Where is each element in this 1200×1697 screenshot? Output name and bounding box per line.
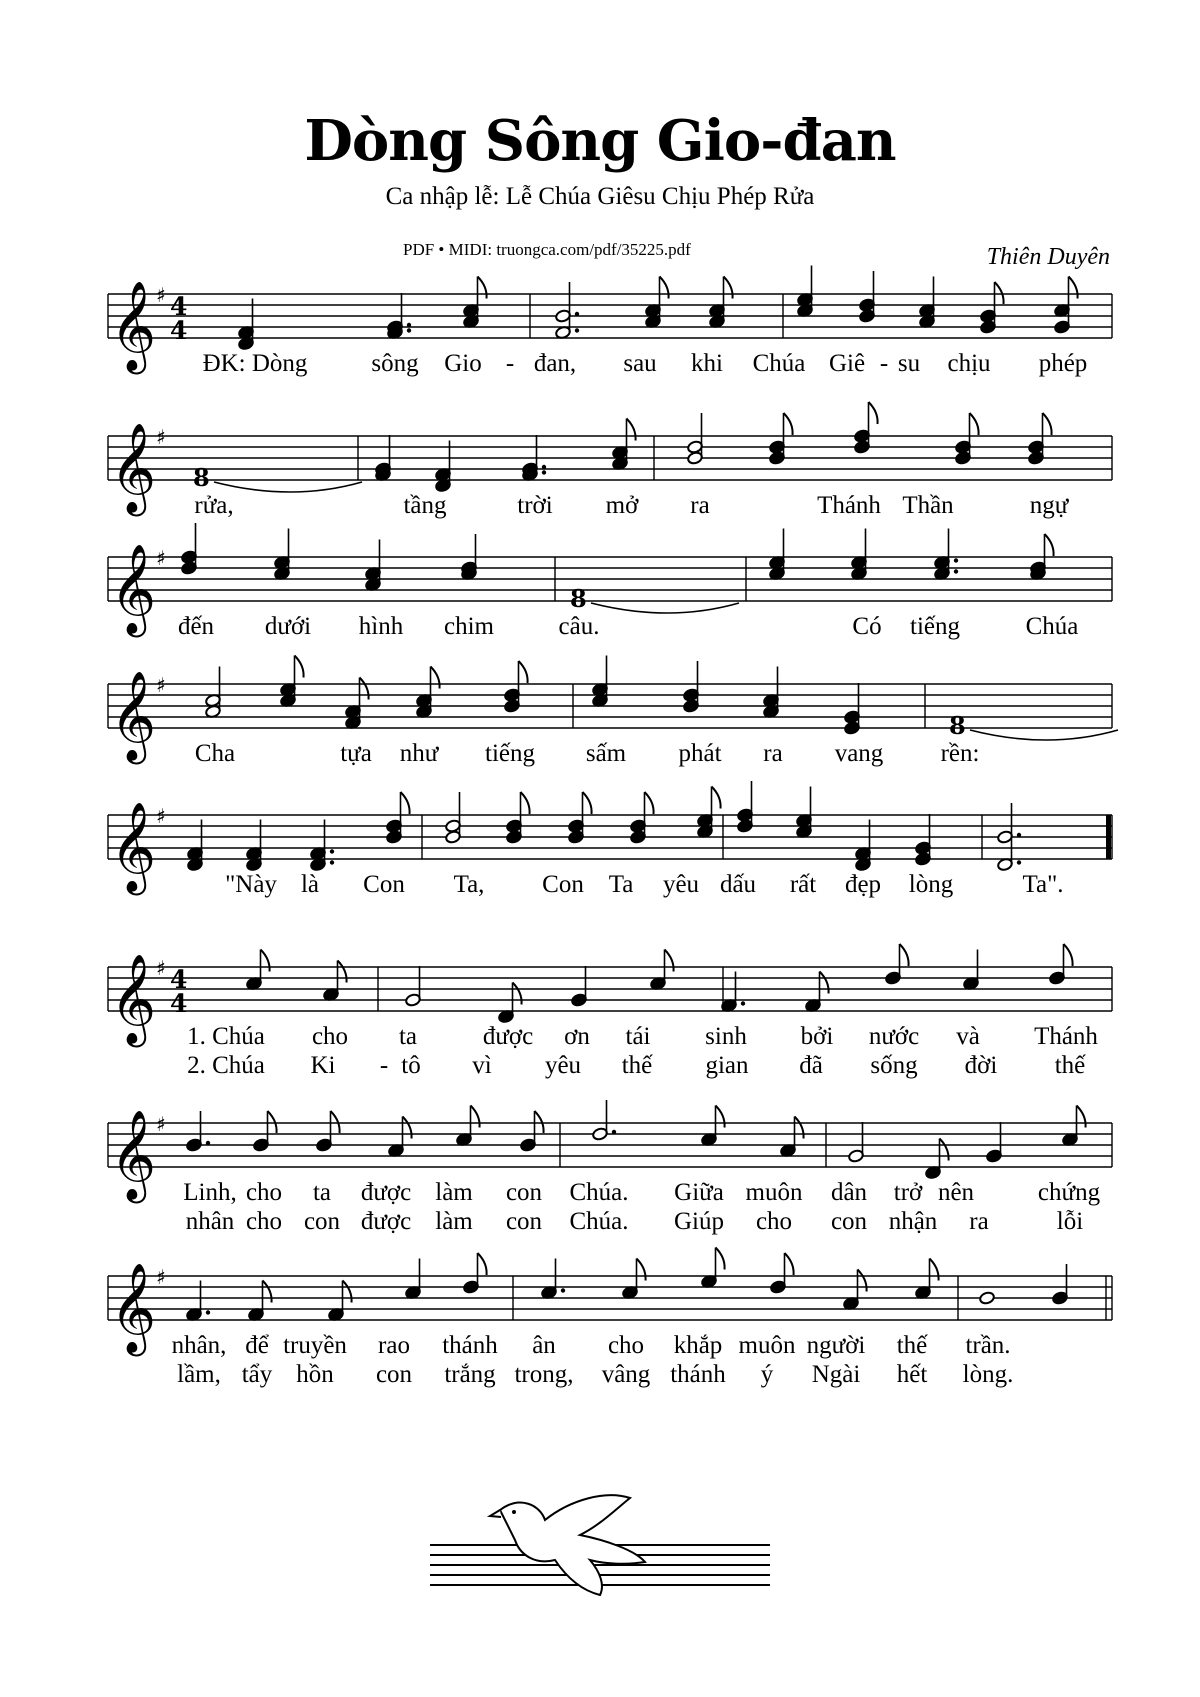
note xyxy=(934,529,958,581)
lyric-syllable: thế xyxy=(621,1052,653,1079)
time-signature-bottom: 4 xyxy=(170,989,188,1018)
note xyxy=(687,413,704,465)
song-title: Dòng Sông Gio-đan xyxy=(304,108,896,174)
lyric-syllable: truyền xyxy=(283,1332,347,1359)
note xyxy=(345,678,369,730)
lyric-syllable: vâng xyxy=(601,1361,651,1388)
lyric-syllable: khi xyxy=(691,350,723,377)
lyric-syllable: tô xyxy=(401,1052,421,1079)
lyric-syllable: nên xyxy=(937,1179,975,1206)
lyric-syllable: đến xyxy=(177,613,215,640)
lyric-line xyxy=(0,1052,1200,1084)
note xyxy=(316,1111,340,1152)
note xyxy=(568,792,592,844)
lyric-syllable: Ta, xyxy=(453,871,485,898)
note xyxy=(701,1106,725,1147)
lyric-syllable: chim xyxy=(444,613,494,640)
lyric-syllable: Ki xyxy=(310,1052,336,1079)
note xyxy=(980,282,1004,334)
lyric-syllable: ý xyxy=(760,1361,774,1388)
lyric-syllable: cho xyxy=(755,1208,793,1235)
note xyxy=(555,282,579,340)
lyric-syllable: làm xyxy=(435,1179,473,1206)
lyric-syllable: rất xyxy=(789,871,817,898)
note xyxy=(463,1253,487,1294)
lyric-syllable: lòng. xyxy=(962,1361,1014,1388)
note xyxy=(769,529,786,581)
time-signature-bottom: 4 xyxy=(170,316,188,345)
note xyxy=(280,656,304,708)
svg-text:8: 8 xyxy=(949,711,966,740)
lyric-syllable: rền: xyxy=(940,740,980,767)
lyric-syllable: sinh xyxy=(705,1023,747,1050)
lyric-syllable: con xyxy=(375,1361,413,1388)
note xyxy=(520,1111,544,1152)
lyric-syllable: dân xyxy=(830,1179,868,1206)
note xyxy=(612,419,636,471)
lyric-syllable: cho xyxy=(311,1023,349,1050)
treble-clef-icon: 𝄞 xyxy=(110,954,157,1044)
note xyxy=(193,463,362,492)
lyric-syllable: ân xyxy=(532,1332,556,1359)
lyric-syllable: su xyxy=(897,350,921,377)
lyric-syllable: đời xyxy=(964,1052,998,1079)
treble-clef-icon: 𝄞 xyxy=(110,1110,157,1200)
lyric-syllable: Chúa. xyxy=(569,1208,629,1235)
note xyxy=(253,1111,277,1152)
note xyxy=(571,966,588,1007)
lyric-syllable: tầng xyxy=(403,492,447,519)
note xyxy=(181,523,198,575)
lyric-syllable: được xyxy=(360,1179,412,1206)
lyric-syllable: được xyxy=(360,1208,412,1235)
treble-clef-icon: 𝄞 xyxy=(110,671,157,761)
note xyxy=(701,1248,725,1289)
sharp-icon: ♯ xyxy=(156,283,166,307)
sharp-icon: ♯ xyxy=(156,546,166,570)
note xyxy=(1028,413,1052,465)
note xyxy=(915,1259,939,1300)
note xyxy=(463,277,487,329)
final-barline xyxy=(1106,815,1111,859)
treble-clef-icon: 𝄞 xyxy=(110,1263,157,1353)
lyric-syllable: ra xyxy=(690,492,710,519)
note xyxy=(979,1291,996,1305)
lyric-syllable: là xyxy=(300,871,320,898)
note xyxy=(445,792,462,844)
lyric-syllable: Giữa xyxy=(674,1179,724,1206)
sharp-icon: ♯ xyxy=(156,1265,166,1289)
lyric-syllable: Cha xyxy=(194,740,236,767)
note xyxy=(915,814,932,866)
lyric-syllable: muôn xyxy=(738,1332,796,1359)
lyric-syllable: yêu xyxy=(544,1052,582,1079)
note xyxy=(855,820,872,872)
treble-clef-icon: 𝄞 xyxy=(110,281,157,371)
lyric-syllable: Con xyxy=(363,871,405,898)
lyric-syllable: hồn xyxy=(296,1361,334,1388)
lyric-syllable: trong, xyxy=(514,1361,574,1388)
lyric-syllable: dưới xyxy=(264,613,312,640)
lyric-syllable: muôn xyxy=(745,1179,803,1206)
sharp-icon: ♯ xyxy=(156,425,166,449)
dove-icon xyxy=(430,1490,770,1610)
lyric-syllable: Ngài xyxy=(811,1361,861,1388)
lyric-syllable: được xyxy=(482,1023,534,1050)
sharp-icon: ♯ xyxy=(156,673,166,697)
lyric-syllable: con xyxy=(830,1208,868,1235)
song-subtitle: Ca nhập lễ: Lễ Chúa Giêsu Chịu Phép Rửa xyxy=(385,183,815,210)
lyric-syllable: Thánh xyxy=(817,492,881,519)
lyric-syllable: thế xyxy=(1054,1052,1086,1079)
note xyxy=(737,781,754,833)
lyric-syllable: lầm, xyxy=(177,1361,221,1388)
lyric-syllable: sông xyxy=(371,350,419,377)
lyric-syllable: phát xyxy=(678,740,722,767)
treble-clef-icon: 𝄞 xyxy=(110,802,157,892)
lyric-syllable: Ta xyxy=(608,871,634,898)
lyric-syllable: cho xyxy=(245,1179,283,1206)
svg-text:8: 8 xyxy=(193,463,210,492)
lyric-syllable: hết xyxy=(896,1361,928,1388)
note xyxy=(405,1259,422,1300)
lyric-syllable: tẩy xyxy=(241,1361,273,1388)
lyric-syllable: dấu xyxy=(719,871,757,898)
lyric-line xyxy=(0,1332,1200,1364)
lyric-syllable: nhân xyxy=(185,1208,235,1235)
lyric-line xyxy=(0,871,1200,903)
note xyxy=(186,1111,210,1152)
note xyxy=(238,299,255,351)
note xyxy=(955,413,979,465)
lyric-syllable: - xyxy=(879,350,889,377)
note xyxy=(435,441,452,493)
lyric-syllable: thánh xyxy=(670,1361,726,1388)
lyric-syllable: chịu xyxy=(947,350,991,377)
lyric-syllable: đan, xyxy=(533,350,577,377)
note xyxy=(310,820,334,872)
note xyxy=(592,656,609,708)
lyric-syllable: chứng xyxy=(1037,1179,1101,1206)
note xyxy=(919,277,936,329)
lyric-syllable: gian xyxy=(705,1052,749,1079)
note xyxy=(844,683,861,735)
note xyxy=(697,787,721,839)
note xyxy=(770,1253,794,1294)
lyric-syllable: để xyxy=(245,1332,269,1359)
lyric-syllable: tựa xyxy=(340,740,372,767)
source-link[interactable]: PDF • MIDI: truongca.com/pdf/35225.pdf xyxy=(403,240,691,259)
note xyxy=(851,529,868,581)
treble-clef-icon: 𝄞 xyxy=(110,423,157,513)
lyric-syllable: nhận xyxy=(888,1208,938,1235)
lyric-syllable: ta xyxy=(398,1023,418,1050)
note xyxy=(541,1259,565,1300)
lyric-syllable: ra xyxy=(969,1208,989,1235)
lyric-syllable: nhân, xyxy=(171,1332,227,1359)
lyric-line xyxy=(0,1179,1200,1211)
lyric-syllable: phép xyxy=(1038,350,1088,377)
lyric-syllable: trần. xyxy=(965,1332,1011,1359)
note xyxy=(1062,1106,1086,1147)
lyric-syllable: trời xyxy=(517,492,553,519)
note xyxy=(650,950,674,991)
note xyxy=(386,792,410,844)
note xyxy=(949,711,1118,740)
lyric-syllable: tiếng xyxy=(910,613,960,640)
time-signature-top: 4 xyxy=(170,965,188,994)
sharp-icon: ♯ xyxy=(156,1112,166,1136)
lyric-syllable: Ta". xyxy=(1022,871,1064,898)
lyric-syllable: Giúp xyxy=(674,1208,724,1235)
treble-clef-icon: 𝄞 xyxy=(110,544,157,634)
lyric-line xyxy=(0,613,1200,645)
note xyxy=(1049,944,1073,985)
note xyxy=(274,529,291,581)
lyric-syllable: như xyxy=(399,740,439,767)
lyric-line xyxy=(0,1361,1200,1393)
lyric-syllable: con xyxy=(303,1208,341,1235)
lyric-syllable: mở xyxy=(605,492,639,519)
lyric-syllable: Thần xyxy=(902,492,954,519)
note xyxy=(246,950,270,991)
lyric-syllable: Chúa xyxy=(752,350,806,377)
lyric-syllable: sau xyxy=(623,350,657,377)
lyric-syllable: tái xyxy=(625,1023,651,1050)
svg-text:8: 8 xyxy=(570,584,587,613)
lyric-syllable: Chúa. xyxy=(569,1179,629,1206)
note xyxy=(986,1122,1003,1163)
composer-name: Thiên Duyên xyxy=(986,244,1110,270)
lyric-syllable: Gio xyxy=(444,350,482,377)
note xyxy=(885,944,909,985)
lyric-syllable: yêu xyxy=(662,871,700,898)
lyric-syllable: rửa, xyxy=(194,492,234,519)
note xyxy=(592,1100,616,1141)
note xyxy=(416,667,440,719)
lyric-syllable: cho xyxy=(607,1332,645,1359)
lyric-syllable: vì xyxy=(472,1052,492,1079)
note xyxy=(246,820,263,872)
lyric-syllable: lỗi xyxy=(1056,1208,1084,1235)
lyric-syllable: ra xyxy=(763,740,783,767)
lyric-syllable: con xyxy=(505,1208,543,1235)
lyric-syllable: ngự xyxy=(1029,492,1069,519)
lyric-syllable: và xyxy=(956,1023,980,1050)
lyric-syllable: sống xyxy=(870,1052,918,1079)
lyric-line xyxy=(0,740,1200,772)
note xyxy=(456,1106,480,1147)
sharp-icon: ♯ xyxy=(156,804,166,828)
lyric-syllable: bởi xyxy=(800,1023,834,1050)
lyric-syllable: "Này xyxy=(225,871,277,898)
lyric-syllable: 1. Chúa xyxy=(187,1023,265,1050)
lyric-syllable: Con xyxy=(542,871,584,898)
time-signature-top: 4 xyxy=(170,292,188,321)
lyric-syllable: câu. xyxy=(558,613,600,640)
note xyxy=(854,402,878,454)
lyric-syllable: Linh, xyxy=(183,1179,237,1206)
note xyxy=(187,820,204,872)
lyric-syllable: khắp xyxy=(673,1332,723,1359)
lyric-syllable: người xyxy=(806,1332,866,1359)
lyric-syllable: cho xyxy=(245,1208,283,1235)
lyric-syllable: sấm xyxy=(585,740,627,767)
lyric-syllable: trắng xyxy=(444,1361,496,1388)
lyric-syllable: nước xyxy=(868,1023,920,1050)
note xyxy=(405,966,422,1007)
note xyxy=(365,540,382,592)
lyric-syllable: Chúa xyxy=(1025,613,1079,640)
note xyxy=(622,1259,646,1300)
lyric-syllable: Thánh xyxy=(1034,1023,1098,1050)
note xyxy=(859,271,876,323)
note xyxy=(570,584,739,613)
lyric-syllable: Giê xyxy=(828,350,866,377)
note xyxy=(504,661,528,713)
lyric-syllable: thế xyxy=(896,1332,928,1359)
lyric-syllable: 2. Chúa xyxy=(187,1052,265,1079)
lyric-syllable: đã xyxy=(799,1052,823,1079)
note xyxy=(1052,1264,1069,1305)
lyric-syllable: làm xyxy=(435,1208,473,1235)
lyric-syllable: rao xyxy=(378,1332,410,1359)
lyric-syllable: Có xyxy=(852,613,882,640)
lyric-syllable: ơn xyxy=(564,1023,590,1050)
lyric-syllable: thánh xyxy=(442,1332,498,1359)
note xyxy=(963,950,980,991)
note xyxy=(763,667,780,719)
note xyxy=(848,1122,865,1163)
lyric-syllable: - xyxy=(505,350,515,377)
note xyxy=(796,787,813,839)
lyric-syllable: lòng xyxy=(908,871,954,898)
lyric-syllable: ĐK: Dòng xyxy=(202,350,308,377)
lyric-syllable: ta xyxy=(312,1179,332,1206)
note xyxy=(797,266,814,318)
lyric-syllable: con xyxy=(505,1179,543,1206)
lyric-line xyxy=(0,1023,1200,1055)
lyric-syllable: - xyxy=(379,1052,389,1079)
lyric-syllable: tiếng xyxy=(485,740,535,767)
lyric-syllable: đẹp xyxy=(844,871,882,898)
note xyxy=(506,792,530,844)
note xyxy=(683,661,700,713)
lyric-line xyxy=(0,350,1200,382)
note xyxy=(205,667,222,719)
sharp-icon: ♯ xyxy=(156,956,166,980)
note xyxy=(630,792,654,844)
lyric-syllable: vang xyxy=(834,740,884,767)
note xyxy=(709,277,733,329)
note xyxy=(645,277,669,329)
lyric-syllable: hình xyxy=(358,613,404,640)
note xyxy=(769,413,793,465)
lyric-syllable: trở xyxy=(893,1179,923,1206)
